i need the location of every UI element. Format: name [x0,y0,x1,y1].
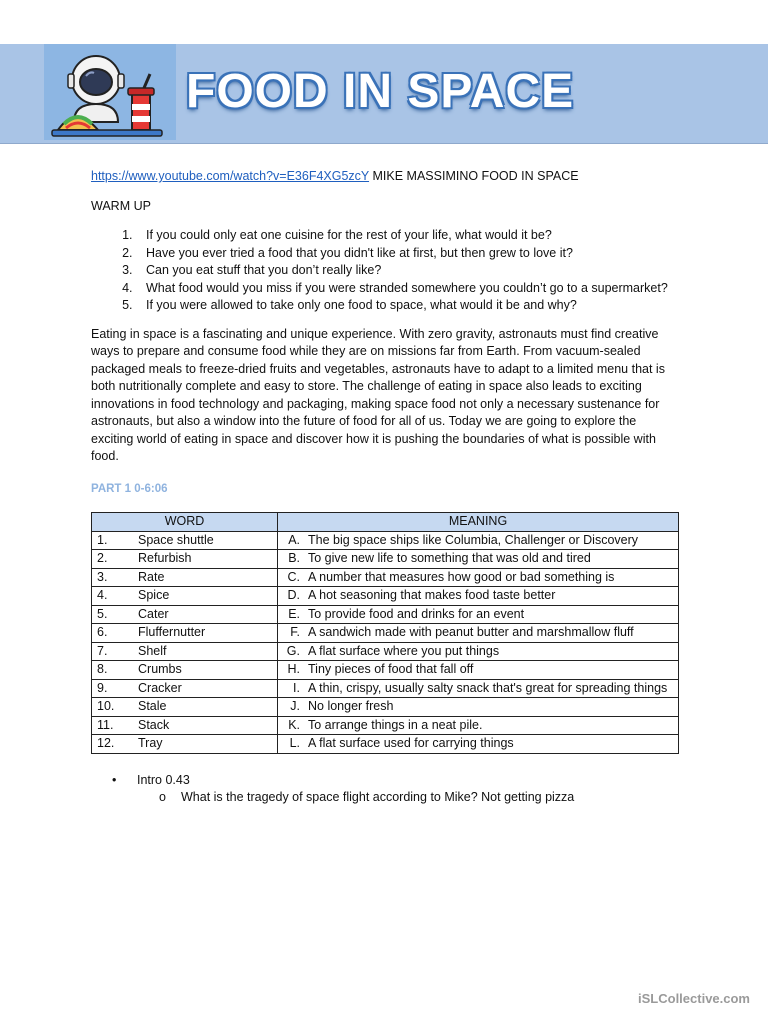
meaning-cell [278,679,679,698]
table-row [92,587,679,606]
meaning-letter: G. [286,643,300,658]
intro-question-text: What is the tragedy of space flight according to Mike? Not getting pizza [181,790,575,804]
meaning-letter: E. [288,606,300,621]
word-number: 1. [97,532,108,547]
intro-sub-bullets [137,789,681,807]
word-number: 4. [97,588,108,602]
table-row [92,531,679,550]
site-watermark: iSLCollective.com [638,991,750,1006]
word-text: Stack [138,717,170,732]
word-cell [92,679,278,698]
meaning-text: To arrange things in a neat pile. [308,717,483,732]
table-row [92,624,679,643]
word-number: 6. [97,625,108,639]
word-text: Fluffernutter [138,625,206,639]
meaning-cell [278,605,679,624]
word-column-header: WORD [92,513,278,532]
vocabulary-table-body [92,531,679,753]
table-row [92,605,679,624]
word-text: Tray [138,736,163,750]
table-row [92,661,679,680]
list-item: 5. If you were allowed to take only one food to space, what would it be and why? [136,297,681,315]
warmup-questions [91,227,681,315]
worksheet-content [91,168,681,807]
meaning-text: A flat surface where you put things [308,643,500,658]
meaning-cell [278,735,679,754]
word-text: Cater [138,606,169,621]
meaning-cell [278,698,679,717]
meaning-letter: C. [287,569,300,584]
word-number: 8. [97,662,108,676]
youtube-link[interactable]: https://www.youtube.com/watch?v=E36F4XG5zcY [91,169,370,183]
list-item: 3. Can you eat stuff that you don’t really like? [136,262,681,280]
part-heading: PART 1 0-6:06 [91,482,168,495]
meaning-text: The big space ships like Columbia, Challenger or Discovery [308,532,639,547]
meaning-letter: B. [288,551,300,565]
word-cell [92,531,278,550]
word-cell [92,587,278,606]
word-number: 9. [97,680,108,695]
meaning-cell [278,531,679,550]
word-cell [92,698,278,717]
word-number: 3. [97,569,108,584]
intro-bullets [91,772,681,807]
word-text: Spice [138,588,170,602]
word-number: 11. [97,717,114,732]
word-number: 12. [97,736,115,750]
word-cell [92,661,278,680]
meaning-letter: J. [290,699,300,713]
meaning-text: A sandwich made with peanut butter and marshmallow fluff [308,625,634,639]
word-cell [92,735,278,754]
word-text: Cracker [138,680,182,695]
word-text: Stale [138,699,167,713]
word-cell [92,568,278,587]
intro-bullet-text: Intro 0.43 [137,772,190,787]
hollow-bullet-icon: o [159,790,166,804]
intro-paragraph: Eating in space is a fascinating and unique experience. With zero gravity, astronauts must find creative ways to prepare and consume food while they are on missions far from Earth. From vacuum-sealed packaged meals to freeze-dried fruits and vegetables, astronauts have to adapt to a limited menu that is both nutritionally complete and easy to store. The challenge of eating in space also leads to exciting innovations in food technology and packaging, making space food not only a necessary sustenance for astronauts, but also a window into the future of food for all of us. Today we are going to explore the exciting world of eating in space and discover how it is pushing the boundaries of what is possible with food. [91,326,665,463]
table-row [92,550,679,569]
word-cell [92,716,278,735]
meaning-letter: D. [287,588,300,602]
meaning-cell [278,568,679,587]
word-cell [92,642,278,661]
word-number: 10. [97,699,115,713]
word-text: Refurbish [138,551,192,565]
meaning-cell [278,642,679,661]
meaning-letter: I. [293,680,300,695]
word-cell [92,624,278,643]
meaning-cell [278,716,679,735]
word-number: 5. [97,606,108,621]
table-header-row [92,513,679,532]
word-cell [92,550,278,569]
meaning-letter: L. [289,736,300,750]
bullet-icon: • [112,772,117,787]
meaning-text: To provide food and drinks for an event [308,606,525,621]
meaning-cell [278,587,679,606]
meaning-text: No longer fresh [308,699,394,713]
header-banner [0,44,768,144]
meaning-letter: H. [287,662,300,676]
word-text: Crumbs [138,662,182,676]
meaning-letter: K. [288,717,300,732]
meaning-text: A flat surface used for carrying things [308,736,514,750]
meaning-column-header: MEANING [278,513,679,532]
table-row [92,642,679,661]
meaning-letter: F. [290,625,300,639]
astronaut-food-logo [44,44,176,140]
list-item [112,772,681,807]
video-title: MIKE MASSIMINO FOOD IN SPACE [369,169,579,183]
list-item: 1. If you could only eat one cuisine for the rest of your life, what would it be? [136,227,681,245]
video-line [91,168,681,186]
list-item [159,789,681,807]
word-text: Rate [138,569,165,584]
meaning-text: Tiny pieces of food that fall off [308,662,474,676]
meaning-text: A thin, crispy, usually salty snack that's great for spreading things [308,680,668,695]
word-number: 2. [97,551,108,565]
meaning-cell [278,661,679,680]
list-item: 4. What food would you miss if you were stranded somewhere you couldn’t go to a supermarket? [136,280,681,298]
page-title: FOOD IN SPACE [186,65,575,118]
warmup-heading: WARM UP [91,198,151,213]
list-item: 2. Have you ever tried a food that you didn't like at first, but then grew to love it? [136,245,681,263]
vocabulary-table [91,512,679,754]
word-text: Space shuttle [138,532,214,547]
table-row [92,698,679,717]
meaning-text: To give new life to something that was old and tired [308,551,591,565]
meaning-letter: A. [288,532,300,547]
table-row [92,568,679,587]
word-number: 7. [97,643,108,658]
meaning-text: A hot seasoning that makes food taste better [308,588,556,602]
meaning-cell [278,624,679,643]
word-text: Shelf [138,643,167,658]
table-row [92,735,679,754]
meaning-cell [278,550,679,569]
word-cell [92,605,278,624]
table-row [92,679,679,698]
table-row [92,716,679,735]
meaning-text: A number that measures how good or bad something is [308,569,615,584]
